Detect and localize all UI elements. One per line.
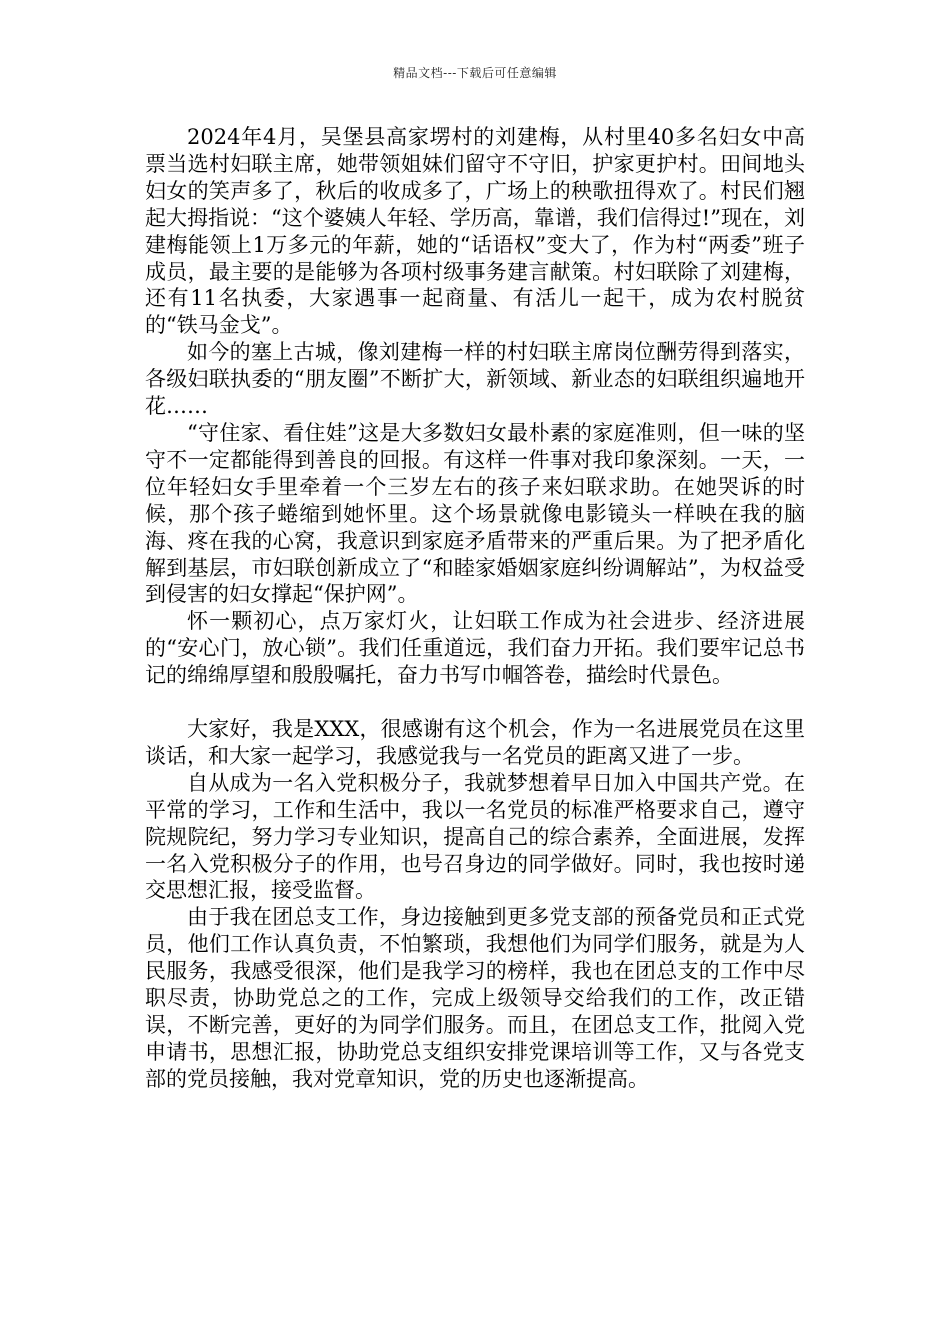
article-section-women-federation: [145, 124, 805, 689]
paragraph: 自从成为一名入党积极分子，我就梦想着早日加入中国共产党。在平常的学习，工作和生活中，我以一名党员的标准严格要求自己，遵守院规院纪，努力学习专业知识，提高自己的综合素养，全面进展，发挥一名入党积极分子的作用，也号召身边的同学做好。同时，我也按时递交思想汇报，接受监督。: [145, 770, 805, 903]
article-section-party-speech: [145, 716, 805, 1093]
paragraph: 由于我在团总支工作，身边接触到更多党支部的预备党员和正式党员，他们工作认真负责，不怕繁琐，我想他们为同学们服务，就是为人民服务，我感受很深，他们是我学习的榜样，我也在团总支的工作中尽职尽责，协助党总之的工作，完成上级领导交给我们的工作，改正错误，不断完善，更好的为同学们服务。而且，在团总支工作，批阅入党申请书，思想汇报，协助党总支组织安排党课培训等工作，又与各党支部的党员接触，我对党章知识，党的历史也逐渐提高。: [145, 905, 805, 1091]
paragraph: 怀一颗初心，点万家灯火，让妇联工作成为社会进步、经济进展的“安心门，放心锁”。我们任重道远，我们奋力开拓。我们要牢记总书记的绵绵厚望和殷殷嘱托，奋力书写巾帼答卷，描绘时代景色。: [145, 609, 805, 688]
paragraph: 大家好，我是XXX，很感谢有这个机会，作为一名进展党员在这里谈话，和大家一起学习，我感觉我与一名党员的距离又进了一步。: [145, 717, 805, 768]
paragraph: “守住家、看住娃”这是大多数妇女最朴素的家庭准则，但一味的坚守不一定都能得到善良的回报。有这样一件事对我印象深刻。一天，一位年轻妇女手里牵着一个三岁左右的孩子来妇联求助。在她哭诉的时候，那个孩子蜷缩到她怀里。这个场景就像电影镜头一样映在我的脑海、疼在我的心窝，我意识到家庭矛盾带来的严重后果。为了把矛盾化解到基层，市妇联创新成立了“和睦家婚姻家庭纠纷调解站”，为权益受到侵害的妇女撑起“保护网”。: [145, 420, 805, 607]
paragraph: 如今的塞上古城，像刘建梅一样的村妇联主席岗位酬劳得到落实，各级妇联执委的“朋友圈”不断扩大，新领域、新业态的妇联组织遍地开花……: [145, 340, 805, 419]
document-body: [145, 124, 805, 1093]
paragraph: 2024年4月，吴堡县高家塄村的刘建梅，从村里40多名妇女中高票当选村妇联主席，她带领姐妹们留守不守旧，护家更护村。田间地头妇女的笑声多了，秋后的收成多了，广场上的秧歌扭得欢了。村民们翘起大拇指说：“这个婆姨人年轻、学历高，靠谱，我们信得过!”现在，刘建梅能领上1万多元的年薪，她的“话语权”变大了，作为村“两委”班子成员，最主要的是能够为各项村级事务建言献策。村妇联除了刘建梅，还有11名执委，大家遇事一起商量、有活儿一起干，成为农村脱贫的“铁马金戈”。: [145, 125, 805, 338]
page-header: 精品文档---下载后可任意编辑: [393, 66, 557, 80]
